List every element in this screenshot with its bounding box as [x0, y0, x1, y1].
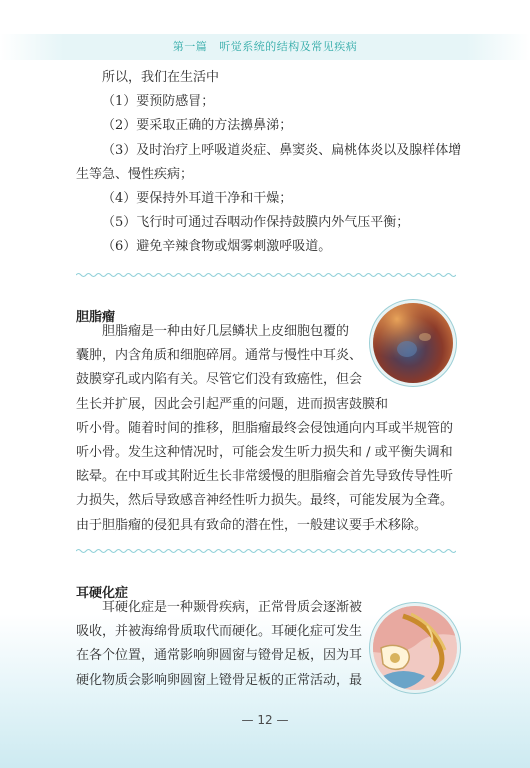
section-divider	[76, 272, 456, 278]
paragraph-line: 硬化物质会影响卵圆窗上镫骨足板的正常活动，最	[76, 672, 363, 688]
intro-line: （5）飞行时可通过吞咽动作保持鼓膜内外气压平衡；	[102, 215, 410, 231]
paragraph-line: 生长并扩展，因此会引起严重的问题，进而损害鼓膜和	[76, 396, 389, 412]
paragraph-line: 耳硬化症是一种颞骨疾病，正常骨质会逐渐被	[102, 600, 363, 615]
page-number: — 12 —	[241, 713, 289, 727]
paragraph-line: 吸收，并被海绵骨质取代而硬化。耳硬化症可发生	[76, 624, 363, 640]
paragraph-line: 力损失，然后导致感音神经性听力损失。最终，可能发展为全聋。	[76, 493, 454, 509]
cholesteatoma-paragraph	[76, 320, 466, 538]
intro-list	[76, 66, 466, 260]
intro-line: （3）及时治疗上呼吸道炎症、鼻窦炎、扁桃体炎以及腺样体增	[102, 142, 462, 158]
paragraph-line: 听小骨。随着时间的推移，胆脂瘤最终会侵蚀通向内耳或半规管的	[76, 420, 454, 436]
section-title-otosclerosis: 耳硬化症	[76, 586, 129, 601]
paragraph-line: 眩晕。在中耳或其附近生长非常缓慢的胆脂瘤会首先导致传导性听	[76, 469, 454, 485]
section-divider	[76, 548, 456, 554]
intro-line: 生等急、慢性疾病；	[76, 166, 194, 182]
intro-line: 所以，我们在生活中	[102, 70, 220, 85]
section-title-cholesteatoma: 胆脂瘤	[76, 310, 116, 325]
paragraph-line: 囊肿，内含角质和细胞碎屑。通常与慢性中耳炎、	[76, 348, 363, 364]
intro-line: （2）要采取正确的方法擤鼻涕；	[102, 118, 293, 134]
paragraph-line: 胆脂瘤是一种由好几层鳞状上皮细胞包覆的	[102, 324, 350, 339]
otosclerosis-paragraph	[76, 596, 466, 693]
paragraph-line: 听小骨。发生这种情况时，可能会发生听力损失和 / 或平衡失调和	[76, 444, 453, 460]
running-header: 第一篇 听觉系统的结构及常见疾病	[172, 40, 358, 53]
paragraph-line: 由于胆脂瘤的侵犯具有致命的潜在性，一般建议要手术移除。	[76, 517, 428, 533]
paragraph-line: 鼓膜穿孔或内陷有关。尽管它们没有致癌性，但会	[76, 372, 363, 388]
paragraph-line: 在各个位置，通常影响卵圆窗与镫骨足板，因为耳	[76, 648, 363, 664]
intro-line: （4）要保持外耳道干净和干燥；	[102, 190, 293, 206]
intro-line: （6）避免辛辣食物或烟雾刺激呼吸道。	[102, 239, 332, 255]
intro-line: （1）要预防感冒；	[102, 94, 215, 110]
